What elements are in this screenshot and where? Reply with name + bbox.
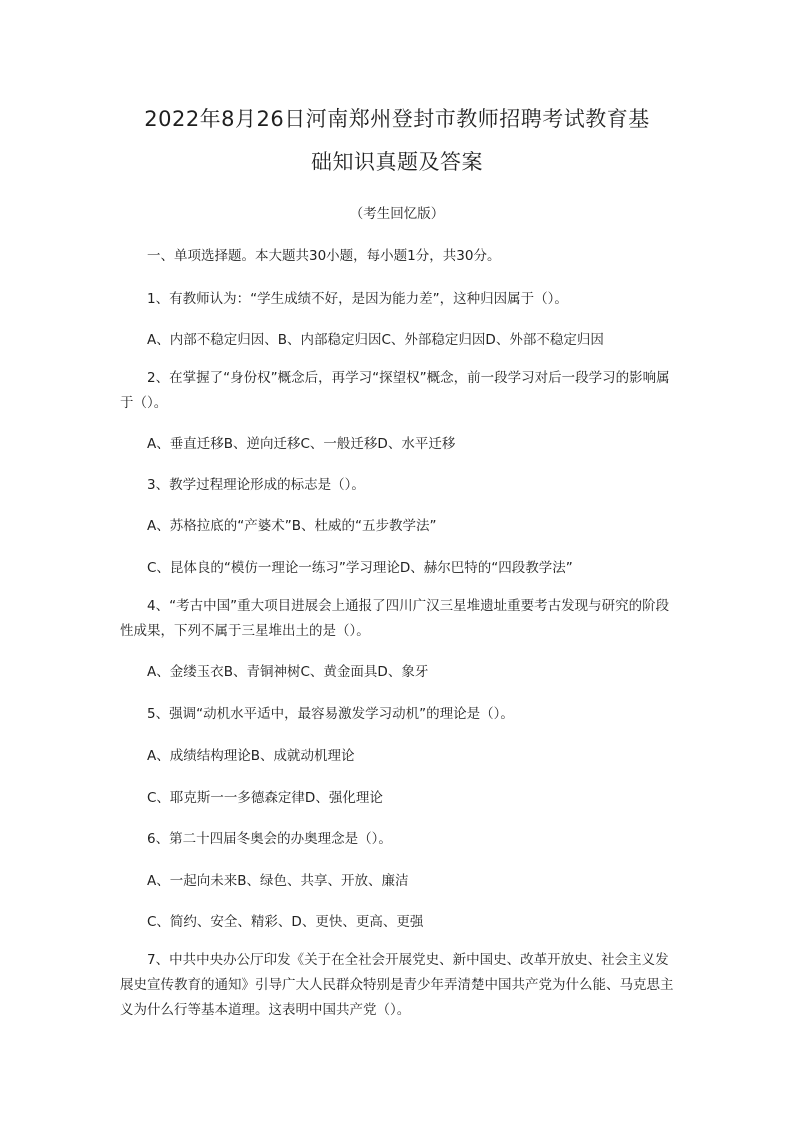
- question-1-options: A、内部不稳定归因、B、内部稳定归因C、外部稳定归因D、外部不稳定归因: [147, 332, 604, 348]
- question-2-stem: 2、在掌握了“身份权”概念后，再学习“探望权”概念，前一段学习对后一段学习的影响属于（）。: [120, 370, 670, 411]
- question-3-stem: 3、教学过程理论形成的标志是（）。: [147, 477, 365, 493]
- document-subtitle: （考生回忆版）: [349, 206, 445, 222]
- question-6-stem: 6、第二十四届冬奥会的办奥理念是（）。: [147, 831, 392, 847]
- question-3-options-line-2: C、昆体良的“模仿一理论一练习”学习理论D、赫尔巴特的“四段教学法”: [147, 560, 573, 576]
- question-6-options-line-2: C、简约、安全、精彩、D、更快、更高、更强: [147, 914, 424, 930]
- question-4-stem: 4、“考古中国”重大项目进展会上通报了四川广汉三星堆遗址重要考古发现与研究的阶段性成果，下列不属于三星堆出土的是（）。: [120, 598, 670, 639]
- document-title-line-1: 2022年8月26日河南郑州登封市教师招聘考试教育基: [144, 107, 650, 131]
- question-5-stem: 5、强调“动机水平适中，最容易激发学习动机”的理论是（）。: [147, 706, 514, 722]
- question-3-options-line-1: A、苏格拉底的“产婆术”B、杜威的“五步教学法”: [147, 518, 437, 534]
- question-2-options: A、垂直迁移B、逆向迁移C、一般迁移D、水平迁移: [147, 436, 456, 452]
- question-6-options-line-1: A、一起向未来B、绿色、共享、开放、廉洁: [147, 873, 409, 889]
- question-5-options-line-1: A、成绩结构理论B、成就动机理论: [147, 748, 355, 764]
- question-4-options: A、金缕玉衣B、青铜神树C、黄金面具D、象牙: [147, 664, 429, 680]
- section-heading: 一、单项选择题。本大题共30小题，每小题1分，共30分。: [147, 248, 501, 264]
- document-title-line-2: 础知识真题及答案: [311, 150, 483, 174]
- question-1-stem: 1、有教师认为：“学生成绩不好，是因为能力差”，这种归因属于（）。: [147, 291, 568, 307]
- question-7-stem: 7、中共中央办公厅印发《关于在全社会开展党史、新中国史、改革开放史、社会主义发展史宣传教育的通知》引导广大人民群众特别是青少年弄清楚中国共产党为什么能、马克思主义为什么行等基本道理。这表明中国共产党（）。: [120, 952, 674, 1018]
- question-5-options-line-2: C、耶克斯一一多德森定律D、强化理论: [147, 790, 383, 806]
